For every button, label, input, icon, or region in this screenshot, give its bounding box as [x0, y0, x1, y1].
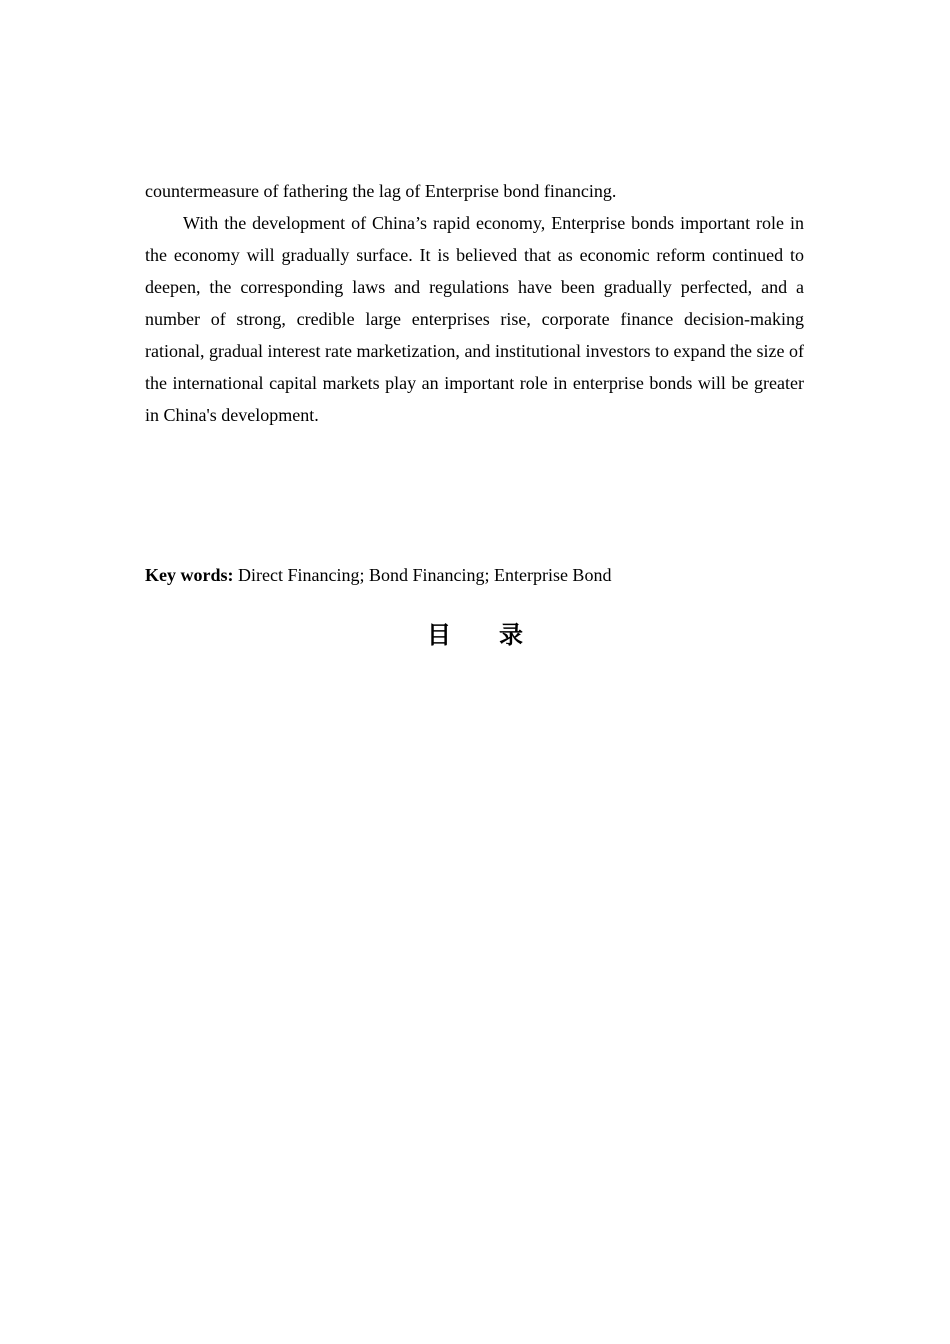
keywords-label: Key words: — [145, 565, 234, 585]
abstract-paragraph-2: With the development of China’s rapid economy, Enterprise bonds important role in the economy will gradually surface. It is believed that as economic reform continued to deepen, the corresponding laws and regulations have been gradually perfected, and a number of strong, credible large enterprises rise, corporate finance decision-making rational, gradual interest rate marketization, and institutional investors to expand the size of the international capital markets play an important role in enterprise bonds will be greater in China's development. — [145, 213, 804, 425]
keywords-text: Direct Financing; Bond Financing; Enterprise Bond — [233, 565, 612, 585]
abstract-body — [145, 175, 804, 431]
keywords-line — [145, 559, 804, 591]
table-of-contents-title — [0, 617, 950, 653]
toc-title-char-1: 目 — [427, 621, 451, 649]
toc-title-char-2: 录 — [499, 621, 523, 649]
abstract-paragraph-1: countermeasure of fathering the lag of Enterprise bond financing. — [145, 181, 617, 201]
